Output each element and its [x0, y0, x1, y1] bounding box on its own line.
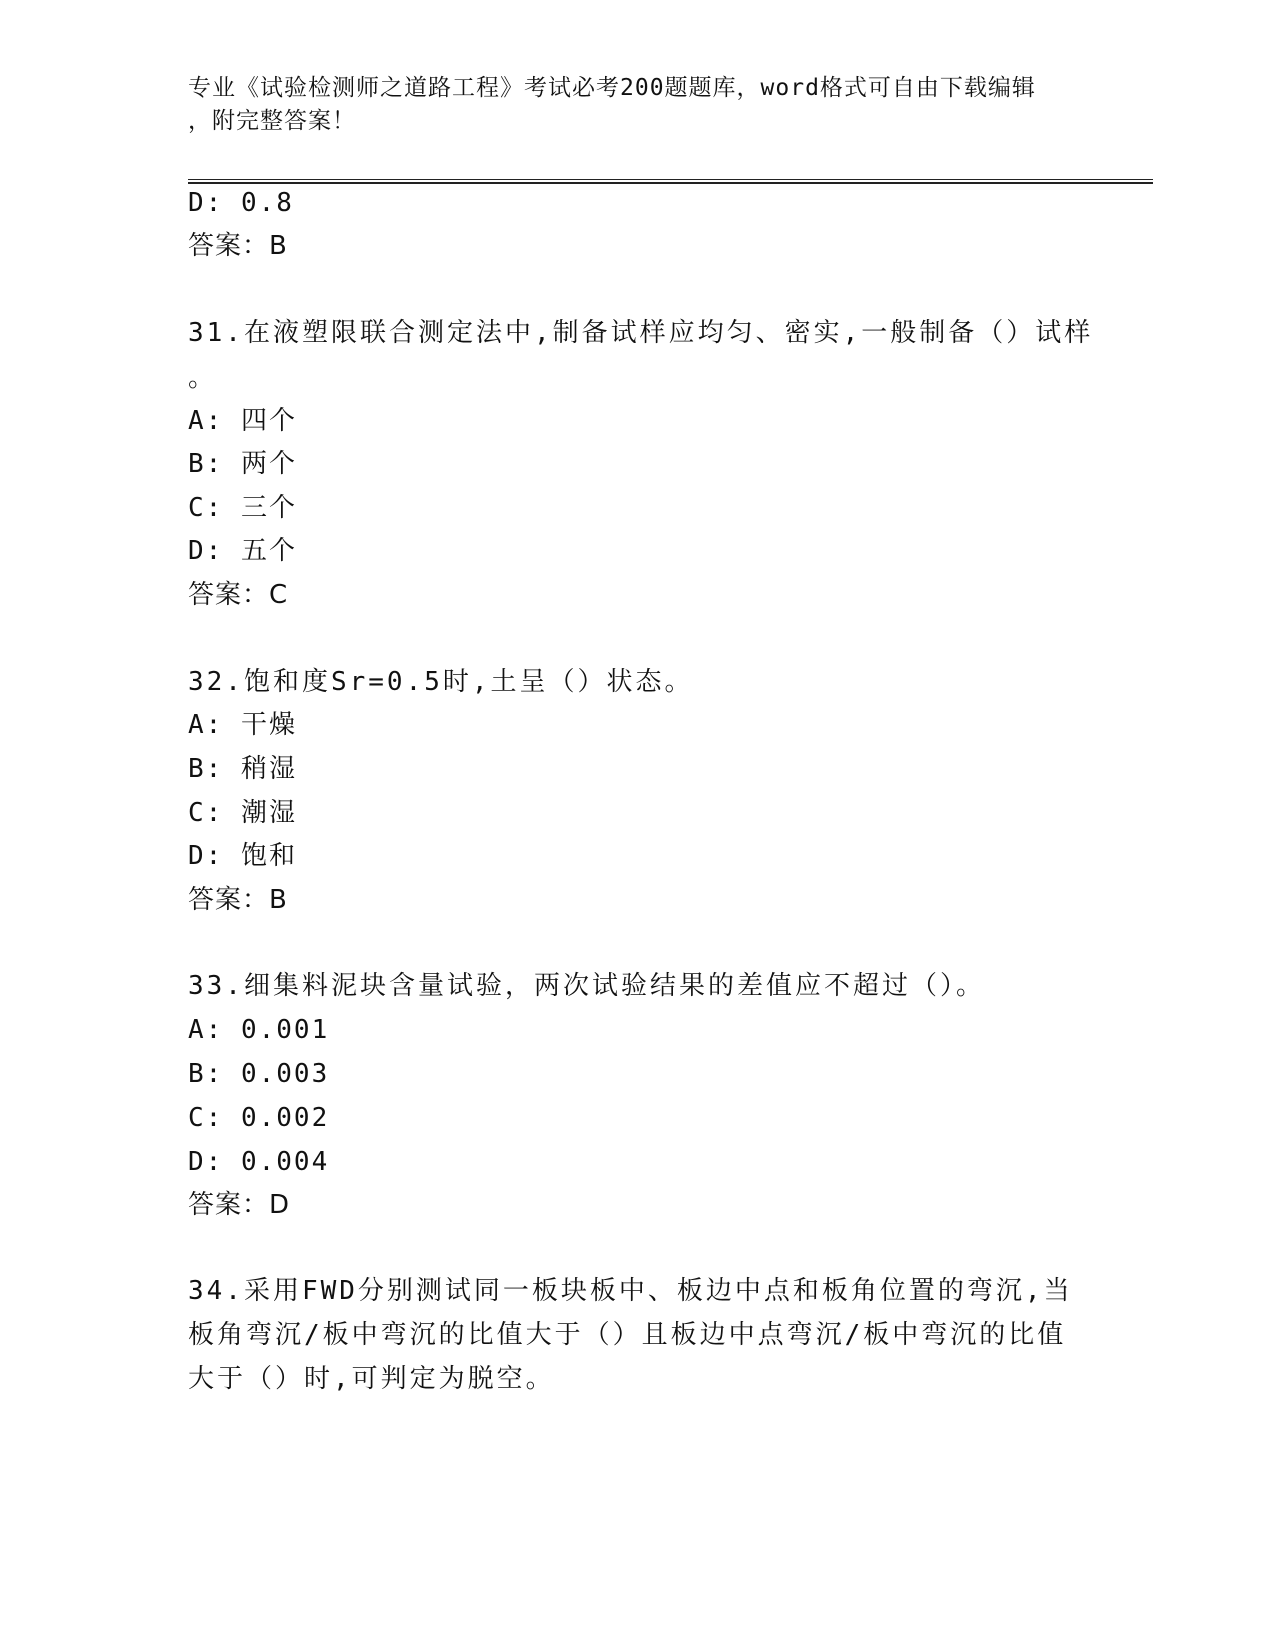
q33-option-c: C: 0.002	[188, 1103, 330, 1133]
q34-stem-line-1: 34.采用FWD分别测试同一板块板中、板边中点和板角位置的弯沉,当	[188, 1276, 1073, 1306]
header-divider	[188, 179, 1153, 184]
q31-option-a: A: 四个	[188, 406, 297, 436]
header-title-line-2: ，附完整答案！	[188, 108, 356, 134]
q34-stem-line-2: 板角弯沉/板中弯沉的比值大于（）且板边中点弯沉/板中弯沉的比值	[188, 1320, 1067, 1350]
q33-stem-line-1: 33.细集料泥块含量试验，两次试验结果的差值应不超过（）。	[188, 971, 985, 1001]
q31-option-d: D: 五个	[188, 536, 297, 566]
q31-answer: 答案：C	[188, 580, 289, 610]
q33-option-d: D: 0.004	[188, 1147, 330, 1177]
q32-option-c: C: 潮湿	[188, 798, 297, 828]
q30-answer: 答案：B	[188, 231, 288, 261]
q32-stem-line-1: 32.饱和度Sr=0.5时,土呈（）状态。	[188, 667, 694, 697]
q31-stem-line-1: 31.在液塑限联合测定法中,制备试样应均匀、密实,一般制备（）试样	[188, 318, 1094, 348]
header-title-line-1: 专业《试验检测师之道路工程》考试必考200题题库，word格式可自由下载编辑	[188, 75, 1036, 101]
q31-option-c: C: 三个	[188, 493, 297, 523]
page-header	[188, 72, 1068, 138]
q32-option-b: B: 稍湿	[188, 754, 297, 784]
q34-stem-line-3: 大于（）时,可判定为脱空。	[188, 1364, 555, 1394]
q33-answer: 答案：D	[188, 1190, 291, 1220]
q32-option-d: D: 饱和	[188, 841, 297, 871]
q32-option-a: A: 干燥	[188, 710, 297, 740]
q31-stem-line-2: 。	[188, 363, 217, 393]
q33-option-b: B: 0.003	[188, 1059, 330, 1089]
q30-option-d: D: 0.8	[188, 188, 294, 218]
q32-answer: 答案：B	[188, 885, 288, 915]
q33-option-a: A: 0.001	[188, 1015, 330, 1045]
q31-option-b: B: 两个	[188, 449, 297, 479]
